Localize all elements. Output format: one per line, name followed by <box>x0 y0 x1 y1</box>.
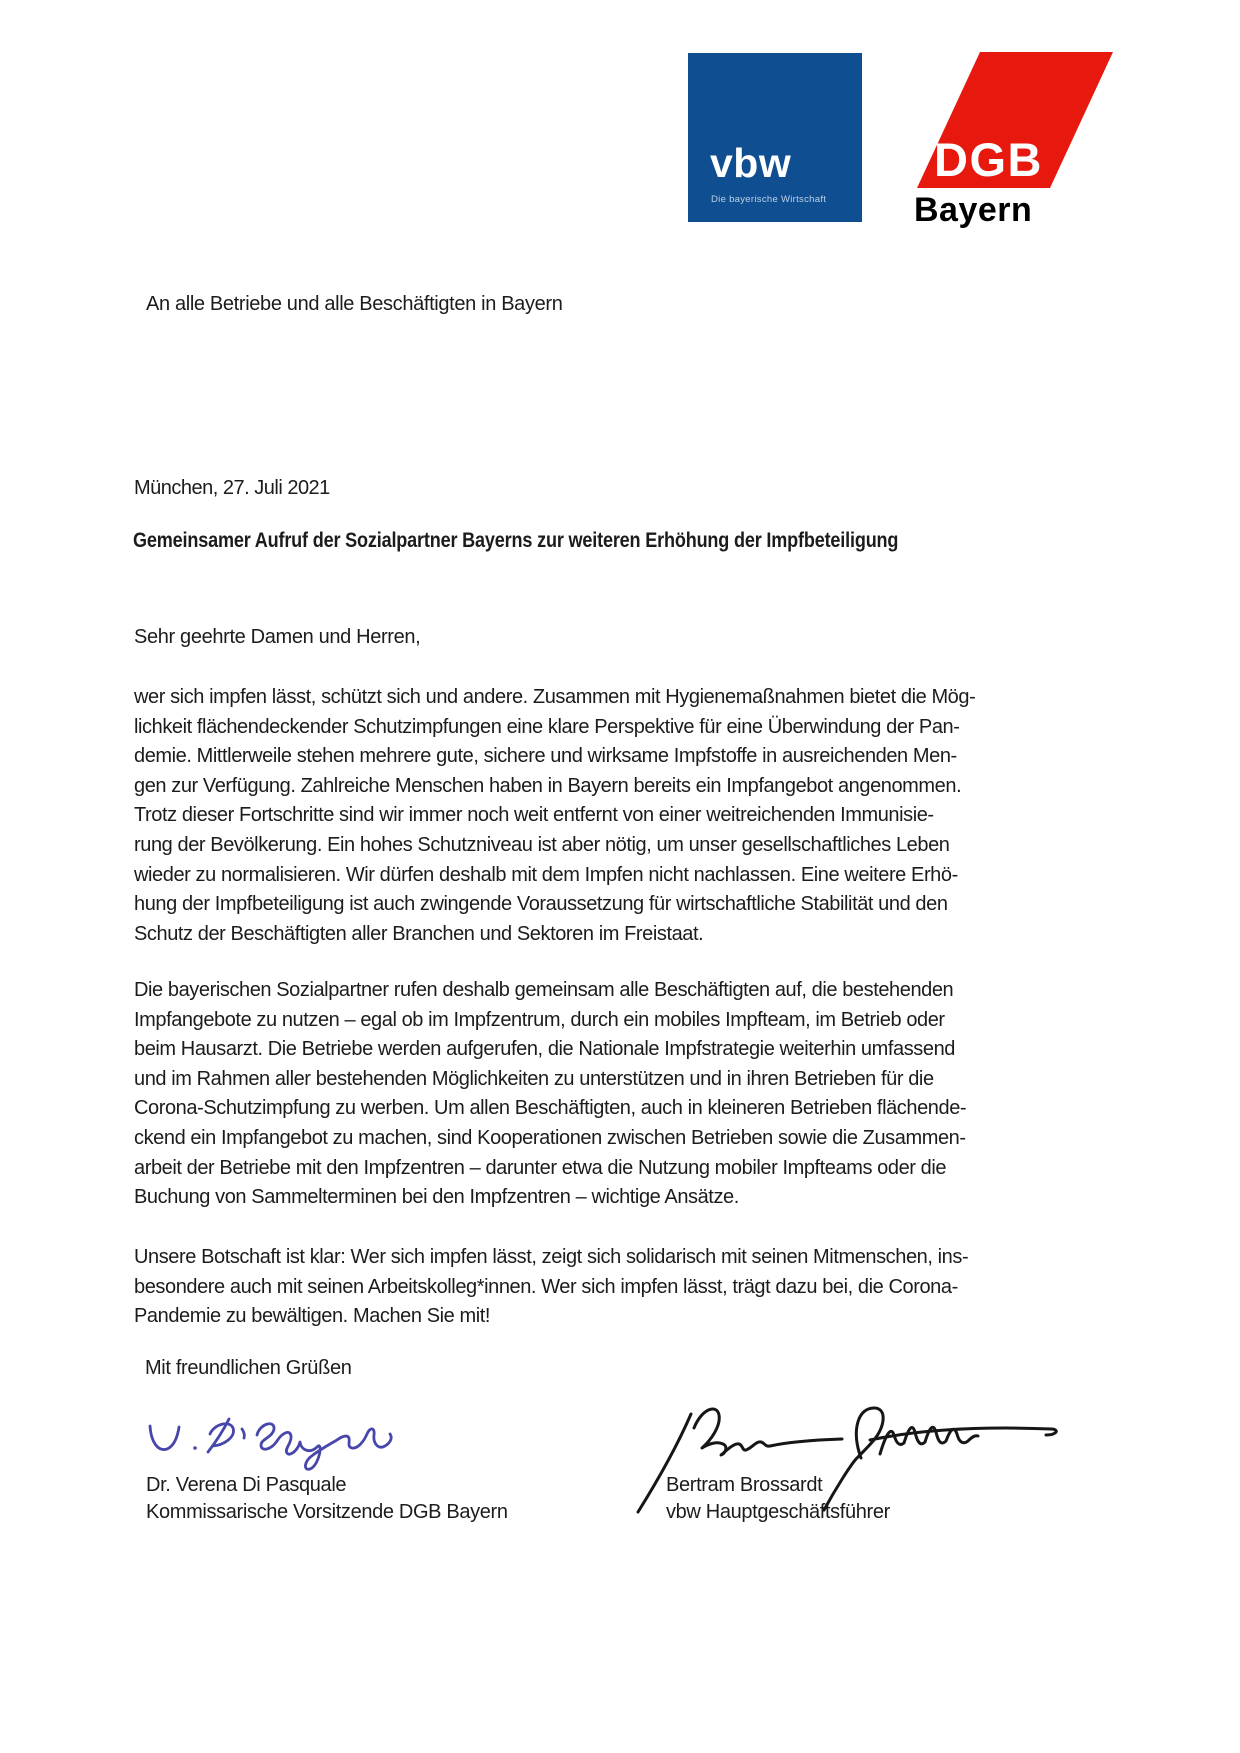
paragraph-1-line: Schutz der Beschäftigten aller Branchen und Sektoren im Freistaat. <box>134 922 704 945</box>
subject-line: Gemeinsamer Aufruf der Sozialpartner Bayerns zur weiteren Erhöhung der Impfbeteiligung <box>133 529 899 552</box>
paragraph-1-line: Trotz dieser Fortschritte sind wir immer noch weit entfernt von einer weitreichenden Immunisie- <box>134 804 934 827</box>
paragraph-2-line: beim Hausarzt. Die Betriebe werden aufgerufen, die Nationale Impfstrategie weiterhin umfassend <box>134 1038 955 1061</box>
signature-stroke <box>638 1414 691 1512</box>
signer-name-di-pasquale: Dr. Verena Di Pasquale <box>146 1474 347 1496</box>
signature-stroke <box>208 1419 244 1452</box>
paragraph-3-line: Unsere Botschaft ist klar: Wer sich impfen lässt, zeigt sich solidarisch mit seinen Mitmenschen, ins- <box>134 1246 969 1268</box>
signer-name-brossardt: Bertram Brossardt <box>666 1474 823 1496</box>
dgb-logo <box>905 45 1120 240</box>
signature-stroke <box>694 1409 842 1455</box>
paragraph-3 <box>134 1243 968 1332</box>
dgb-logo-wordmark: DGB <box>934 133 1043 186</box>
paragraph-1-line: rung der Bevölkerung. Ein hohes Schutzniveau ist aber nötig, um unser gesellschaftliches Leben <box>134 833 950 856</box>
paragraph-2 <box>134 976 966 1213</box>
paragraph-1-line: gen zur Verfügung. Zahlreiche Menschen haben in Bayern bereits ein Impfangebot angenommen. <box>134 774 962 797</box>
recipient-line: An alle Betriebe und alle Beschäftigten in Bayern <box>146 293 563 315</box>
signature-stroke <box>870 1428 1056 1440</box>
paragraph-1-line: wieder zu normalisieren. Wir dürfen deshalb mit dem Impfen nicht nachlassen. Eine weitere Erhö- <box>134 863 958 886</box>
signature-stroke <box>150 1426 179 1450</box>
signer-title-brossardt: vbw Hauptgeschäftsführer <box>666 1501 890 1523</box>
signature-stroke <box>193 1446 197 1450</box>
signature-stroke <box>257 1424 391 1469</box>
paragraph-2-line: Buchung von Sammelterminen bei den Impfzentren – wichtige Ansätze. <box>134 1186 739 1209</box>
salutation: Sehr geehrte Damen und Herren, <box>134 626 421 648</box>
paragraph-2-line: arbeit der Betriebe mit den Impfzentren – darunter etwa die Nutzung mobiler Impfteams oder die <box>134 1156 947 1179</box>
signer-title-di-pasquale: Kommissarische Vorsitzende DGB Bayern <box>146 1501 508 1523</box>
signature-stroke <box>880 1427 978 1454</box>
vbw-logo-wordmark: vbw <box>710 140 792 186</box>
date-line: München, 27. Juli 2021 <box>134 477 330 499</box>
paragraph-2-line: ckend ein Impfangebot zu machen, sind Kooperationen zwischen Betrieben sowie die Zusammen- <box>134 1126 966 1149</box>
paragraph-3-line: Pandemie zu bewältigen. Machen Sie mit! <box>134 1305 491 1328</box>
vbw-logo <box>688 53 862 222</box>
paragraph-3-line: besondere auch mit seinen Arbeitskolleg*innen. Wer sich impfen lässt, trägt dazu bei, die Corona- <box>134 1275 958 1298</box>
paragraph-2-line: Corona-Schutzimpfung zu werben. Um allen Beschäftigten, auch in kleineren Betrieben flächende- <box>134 1097 967 1120</box>
signature-di-pasquale-handwriting <box>140 1412 410 1476</box>
paragraph-1-line: demie. Mittlerweile stehen mehrere gute, sichere und wirksame Impfstoffe in ausreichenden Men- <box>134 745 957 768</box>
signature-stroke <box>824 1408 883 1510</box>
paragraph-1 <box>134 683 975 949</box>
vbw-logo-tagline: Die bayerische Wirtschaft <box>711 194 827 205</box>
paragraph-1-line: hung der Impfbeteiligung ist auch zwingende Voraussetzung für wirtschaftliche Stabilität und den <box>134 893 948 916</box>
paragraph-2-line: und im Rahmen aller bestehenden Möglichkeiten zu unterstützen und in ihren Betrieben für die <box>134 1067 934 1090</box>
dgb-logo-region-label: Bayern <box>914 191 1033 229</box>
closing-line: Mit freundlichen Grüßen <box>145 1357 352 1379</box>
paragraph-1-line: lichkeit flächendeckender Schutzimpfungen eine klare Perspektive für eine Überwindung der Pan- <box>134 715 960 738</box>
paragraph-1-line: wer sich impfen lässt, schützt sich und andere. Zusammen mit Hygienemaßnahmen bietet die Mög- <box>134 686 976 708</box>
paragraph-2-line: Die bayerischen Sozialpartner rufen deshalb gemeinsam alle Beschäftigten auf, die bestehenden <box>134 979 954 1001</box>
paragraph-2-line: Impfangebote zu nutzen – egal ob im Impfzentrum, durch ein mobiles Impfteam, im Betrieb oder <box>134 1008 945 1031</box>
